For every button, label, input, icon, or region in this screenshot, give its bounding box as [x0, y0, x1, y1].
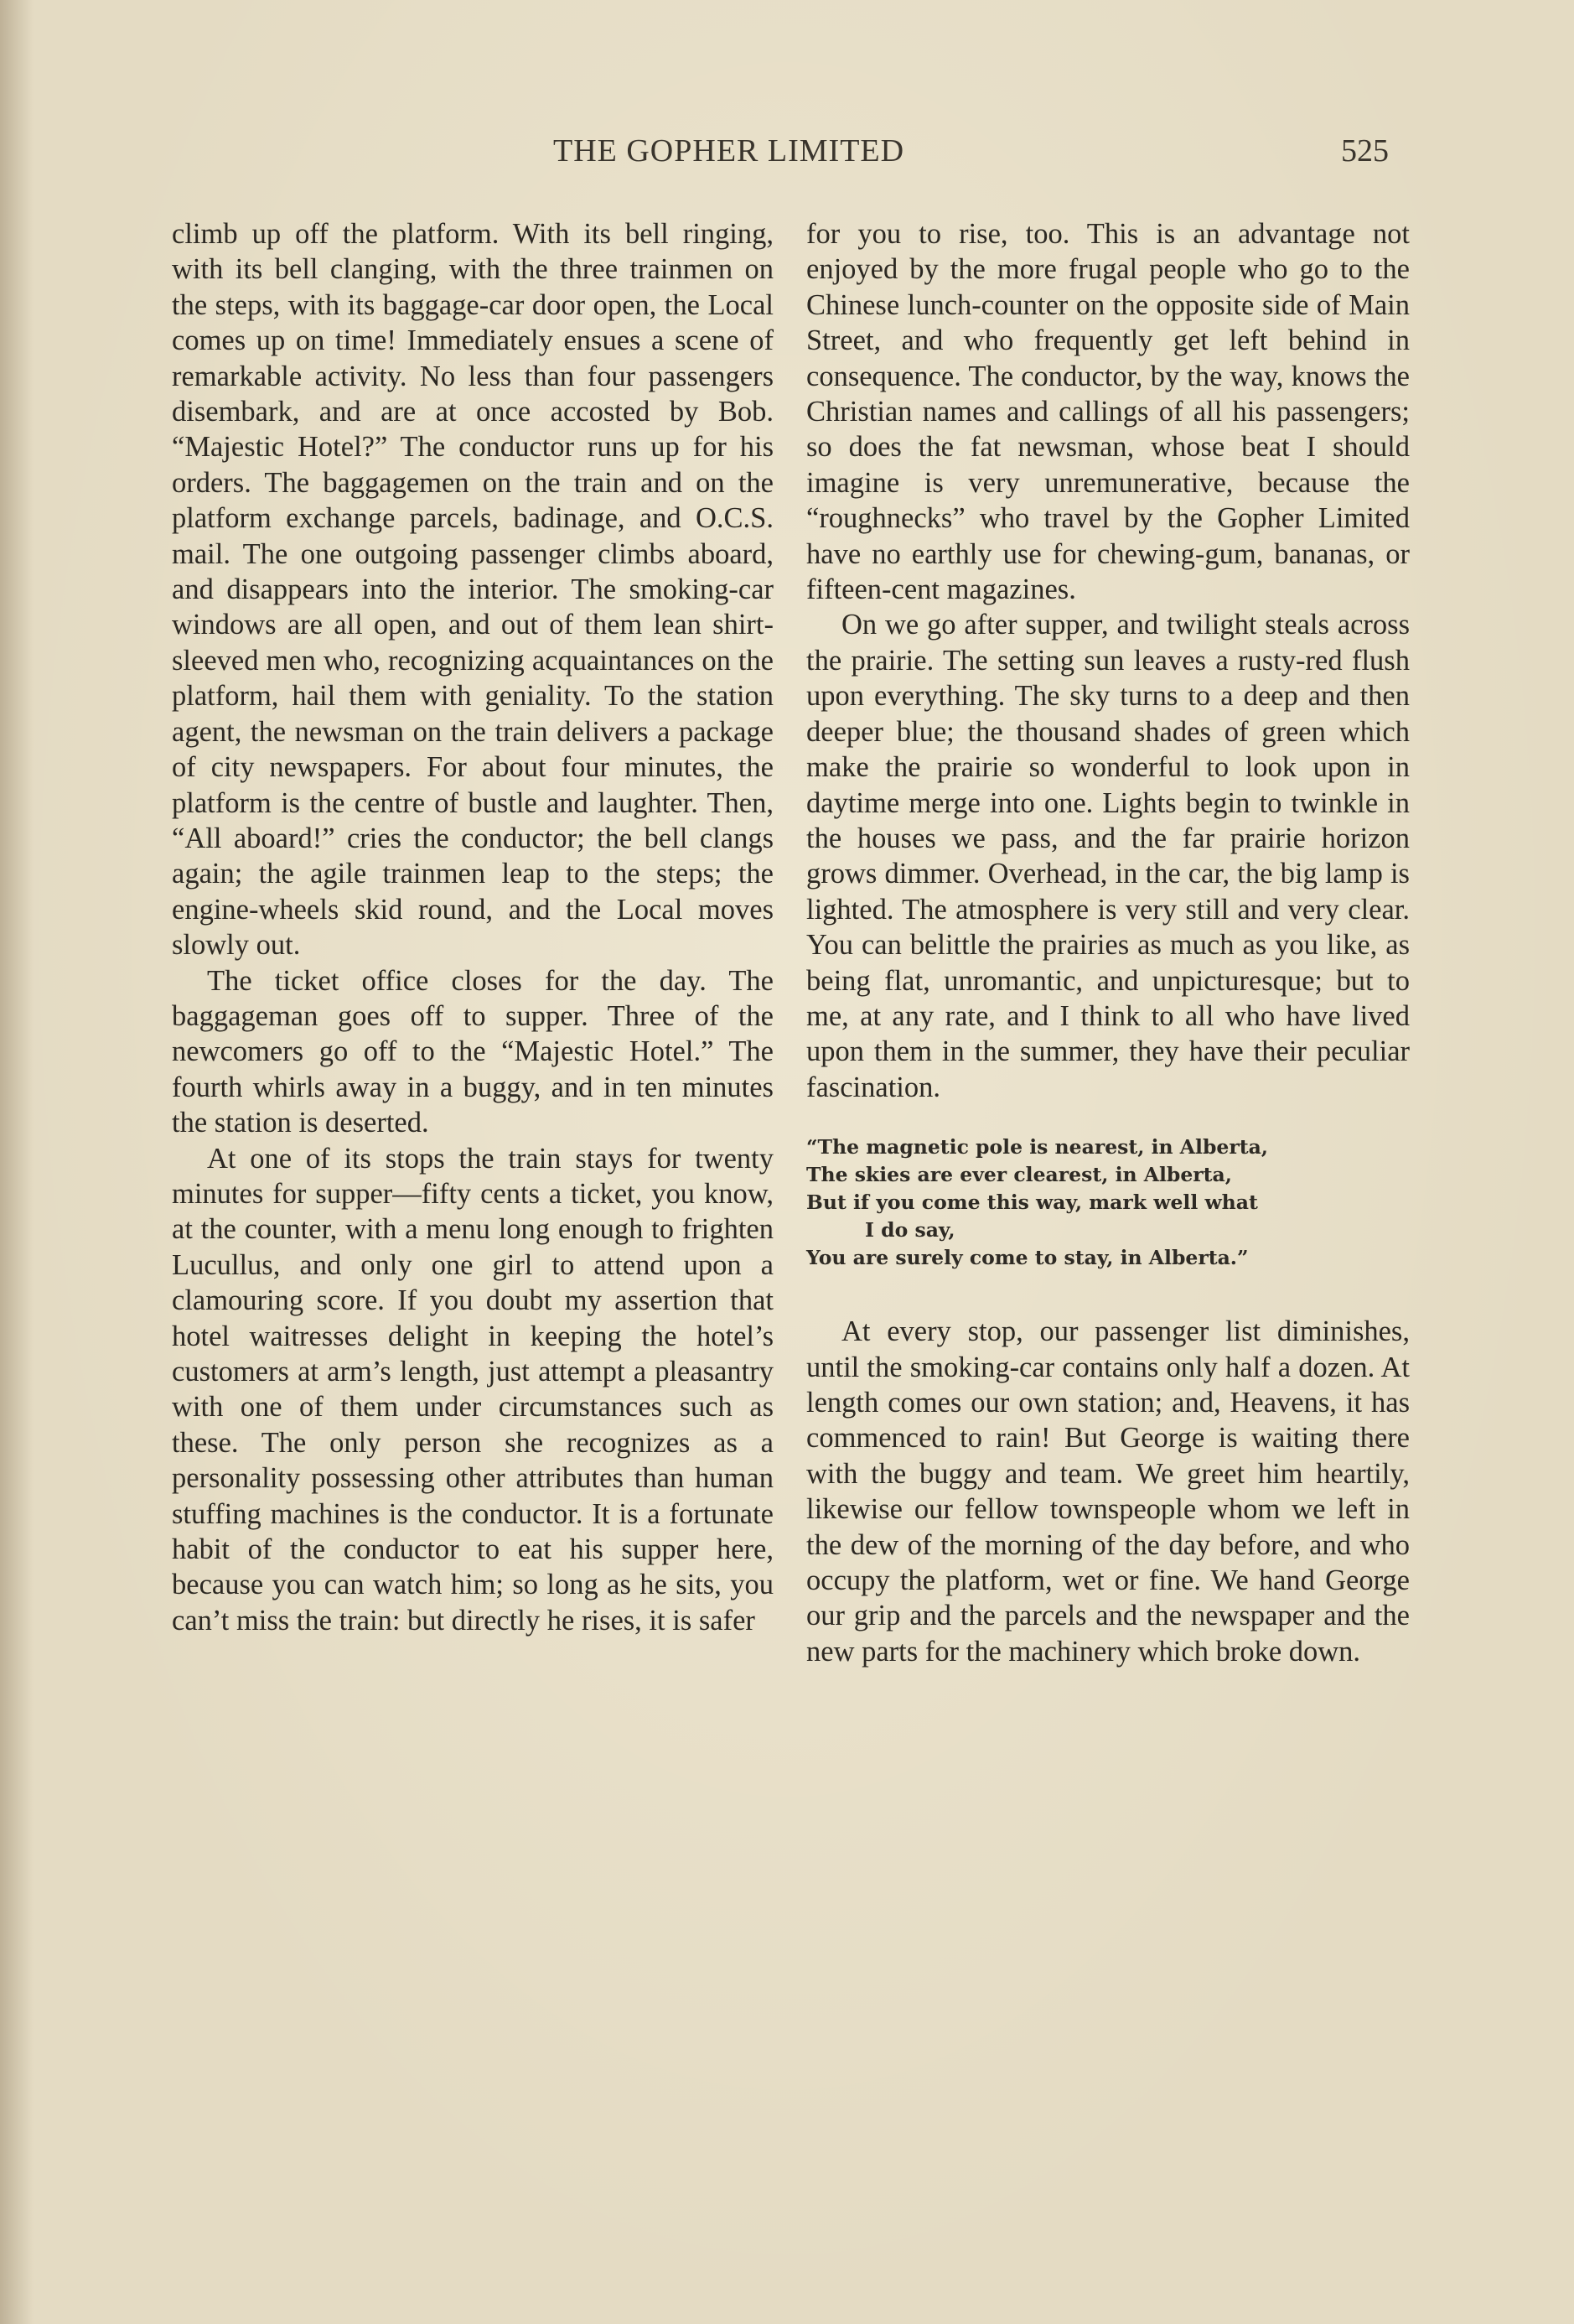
running-title: THE GOPHER LIMITED [553, 133, 905, 169]
verse-line: The skies are ever clearest, in Alberta, [806, 1163, 1232, 1187]
running-head [0, 132, 1574, 174]
verse-line: I do say, [865, 1218, 955, 1242]
paragraph: At every stop, our passenger list diminishes, until the smoking-car contains only half a dozen. At length comes our own station; and, Heavens, it has commenced to rain! But George is waiting there with the buggy and team. We greet him heartily, likewise our fellow townspeople whom we left in the dew of the morning of the day before, and who occupy the platform, wet or fine. We hand George our grip and the parcels and the newspaper and the new parts for the machinery which broke down. [806, 1315, 1410, 1668]
paragraph: The ticket office closes for the day. The baggageman goes off to supper. Three of the newcomers go off to the “Majestic Hotel.” The fourth whirls away in a buggy, and in ten minutes the station is deserted. [172, 964, 774, 1139]
left-column [172, 216, 774, 1638]
paragraph: On we go after supper, and twilight steals across the prairie. The setting sun leaves a rusty-red flush upon everything. The sky turns to a deep and then deeper blue; the thousand shades of green which make the prairie so wonderful to look upon in daytime merge into one. Lights begin to twinkle in the houses we pass, and the far prairie horizon grows dimmer. Overhead, in the car, the big lamp is lighted. The atmosphere is very still and very clear. You can belittle the prairies as much as you like, as being flat, unromantic, and unpicturesque; but to me, at any rate, and I think to all who have lived upon them in the summer, they have their peculiar fascination. [806, 609, 1410, 1103]
paragraph: climb up off the platform. With its bell ringing, with its bell clanging, with the three trainmen on the steps, with its baggage-car door open, the Local comes up on time! Immediately ensues a scene of remarkable activity. No less than four passengers disembark, and are at once accosted by Bob. “Majestic Hotel?” The conductor runs up for his orders. The baggagemen on the train and on the platform exchange parcels, badinage, and O.C.S. mail. The one outgoing passenger climbs aboard, and disappears into the interior. The smoking-car windows are all open, and out of them lean shirt-sleeved men who, recognizing acquaintances on the platform, hail them with geniality. To the station agent, the newsman on the train delivers a package of city newspapers. For about four minutes, the platform is the centre of bustle and laughter. Then, “All aboard!” cries the conductor; the bell clangs again; the agile trainmen leap to the steps; the engine-wheels skid round, and the Local moves slowly out. [172, 218, 774, 962]
verse-line: But if you come this way, mark well what [806, 1191, 1258, 1215]
right-column [806, 216, 1410, 1669]
verse-line: “The magnetic pole is nearest, in Alberta, [806, 1135, 1268, 1159]
page-edge-shadow [0, 0, 34, 2324]
paragraph: At one of its stops the train stays for twenty minutes for supper—fifty cents a ticket, you know, at the counter, with a menu long enough to frighten Lucullus, and only one girl to attend upon a clamouring score. If you doubt my assertion that hotel waitresses delight in keeping the hotel’s customers at arm’s length, just attempt a pleasantry with one of them under circumstances such as these. The only person she recognizes as a personality possessing other attributes than human stuffing machines is the conductor. It is a fortunate habit of the conductor to eat his supper here, because you can watch him; so long as he sits, you can’t miss the train: but directly he rises, it is safer [172, 1142, 774, 1637]
verse-quote [806, 1133, 1410, 1272]
verse-line: You are surely come to stay, in Alberta.” [806, 1246, 1249, 1270]
paragraph: for you to rise, too. This is an advantage not enjoyed by the more frugal people who go to the Chinese lunch-counter on the opposite side of Main Street, and who frequently get left behind in consequence. The conductor, by the way, knows the Christian names and callings of all his passengers; so does the fat newsman, whose beat I should imagine is very unremunerative, because the “roughnecks” who travel by the Gopher Limited have no earthly use for chewing-gum, bananas, or fifteen-cent magazines. [806, 218, 1410, 606]
page-number: 525 [1341, 133, 1389, 169]
